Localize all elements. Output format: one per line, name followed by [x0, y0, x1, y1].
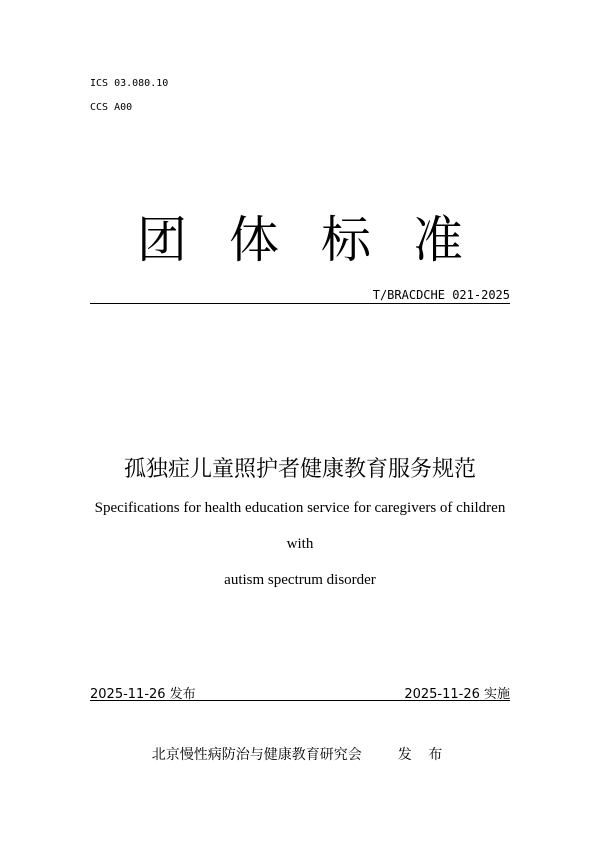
- english-title: [85, 490, 515, 598]
- standard-number: T/BRACDCHE 021-2025: [372, 288, 510, 302]
- issuer: [0, 744, 600, 764]
- document-type-title: 团体标准: [137, 211, 505, 269]
- chinese-title: 孤独症儿童照护者健康教育服务规范: [123, 457, 476, 482]
- publish-date: 2025-11-26 发布: [90, 687, 196, 702]
- top-divider: [90, 303, 510, 304]
- classification-codes: [90, 72, 168, 120]
- english-title-line-1: Specifications for health education service for caregivers of children with: [94, 500, 506, 552]
- issuer-action: 发 布: [397, 747, 449, 763]
- implementation-date: 2025-11-26 实施: [404, 687, 510, 702]
- issuer-name: 北京慢性病防治与健康教育研究会: [151, 747, 362, 763]
- ics-code: ICS 03.080.10: [90, 78, 169, 89]
- english-title-line-2: autism spectrum disorder: [224, 572, 376, 588]
- bottom-divider: [90, 700, 510, 701]
- ccs-code: CCS A00: [90, 102, 133, 113]
